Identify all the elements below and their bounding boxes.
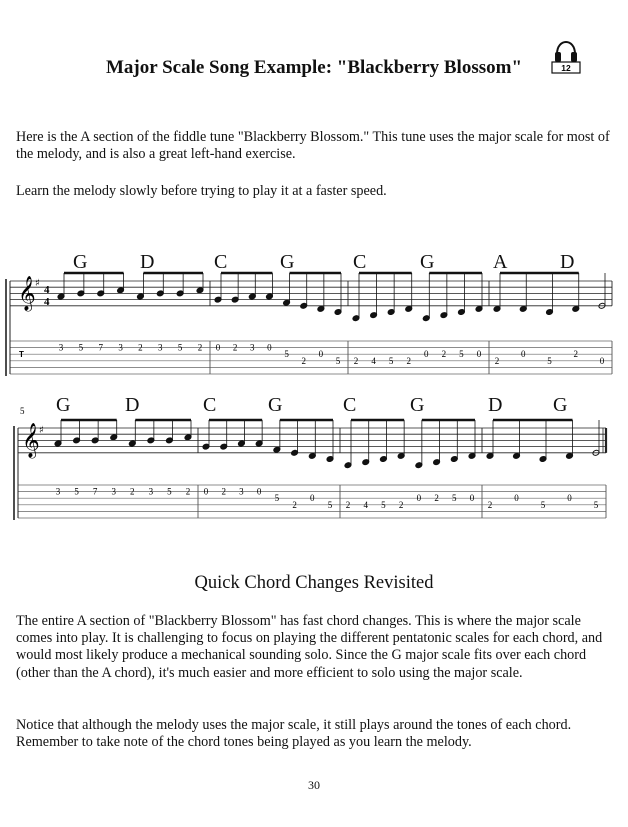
tab-number: 3 (158, 342, 163, 353)
tab-number: 2 (185, 486, 191, 497)
page-number: 30 (308, 778, 320, 792)
tab-number: 4 (363, 499, 368, 510)
tab-number: 5 (381, 499, 386, 510)
tab-number: 2 (398, 499, 404, 510)
tab-number: 3 (250, 342, 255, 353)
tab-number: 4 (371, 355, 376, 366)
tab-number: 0 (318, 349, 324, 360)
tab-number: 5 (177, 342, 183, 353)
tab-number: 2 (130, 486, 135, 497)
tab-number: 5 (452, 493, 457, 504)
tab-number: 2 (487, 499, 493, 510)
tab-number: 5 (74, 486, 79, 497)
chord-symbol: G (268, 394, 283, 416)
tab-number: 7 (92, 486, 98, 497)
chord-symbol: G (420, 251, 435, 273)
tab-number: 3 (55, 486, 61, 497)
chord-symbol: C (203, 394, 217, 416)
tab-number: 0 (567, 493, 572, 504)
tab-number: 7 (98, 342, 103, 353)
intro-paragraph-2: Learn the melody slowly before trying to play it at a faster speed. (16, 183, 387, 199)
body-paragraph-2: Notice that although the melody uses the major scale, it still plays around the tones of each chord. Remember to take note of the chord tones being played as you learn the melody. (16, 717, 572, 751)
chord-symbol: D (488, 394, 503, 416)
tab-label: T (19, 350, 24, 359)
tab-number: 0 (267, 342, 272, 353)
tab-number: 5 (274, 493, 280, 504)
tab-number: 0 (599, 355, 605, 366)
tab-number: 0 (476, 349, 482, 360)
chord-symbol: C (343, 394, 357, 416)
track-number: 12 (561, 63, 571, 73)
tab-number: 0 (256, 486, 262, 497)
chord-symbol: G (56, 394, 71, 416)
tab-number: 0 (215, 342, 221, 353)
tab-number: 0 (416, 493, 422, 504)
tab-number: 2 (345, 499, 351, 510)
tab-number: 2 (292, 499, 297, 510)
tab-number: 5 (547, 355, 552, 366)
tab-number: 5 (540, 499, 546, 510)
chord-symbol: G (410, 394, 425, 416)
chord-symbol: A (493, 251, 508, 273)
page-title: Major Scale Song Example: "Blackberry Blossom" (105, 57, 523, 78)
tab-number: 5 (335, 355, 341, 366)
sharp-sign: ♯ (35, 278, 40, 289)
tab-number: 2 (353, 355, 359, 366)
tab-number: 2 (573, 349, 578, 360)
sharp-sign: ♯ (39, 425, 44, 436)
tab-number: 0 (521, 349, 526, 360)
body-paragraph-1: The entire A section of "Blackberry Blossom" has fast chord changes. This is where the major scale comes into play. It is challenging to focus on playing the different pentatonic scales for each chord, and would most likely produce a mechanical sounding solo. Since the G major scale fits over each chord (other than the A chord), it's much easier and more efficient to solo using the major scale. (16, 613, 603, 681)
chord-symbol: C (353, 251, 367, 273)
tab-number: 2 (494, 355, 500, 366)
tab-number: 2 (434, 493, 439, 504)
treble-clef-icon: 𝄞 (22, 423, 40, 458)
chord-symbol: G (73, 251, 88, 273)
tab-number: 5 (78, 342, 84, 353)
tab-number: 5 (388, 355, 394, 366)
measure-number: 5 (20, 406, 25, 416)
chord-symbol: D (560, 251, 575, 273)
tab-number: 0 (469, 493, 475, 504)
chord-symbol: D (125, 394, 140, 416)
intro-paragraph-1: Here is the A section of the fiddle tune "Blackberry Blossom." This tune uses the major scale for most of the melody, and is also a great left-hand exercise. (16, 129, 610, 163)
tab-number: 3 (111, 486, 116, 497)
tab-number: 2 (441, 349, 447, 360)
treble-clef-icon: 𝄞 (18, 276, 36, 311)
tab-number: 0 (424, 349, 429, 360)
tab-number: 2 (232, 342, 238, 353)
tab-number: 0 (514, 493, 519, 504)
tab-number: 0 (310, 493, 315, 504)
tab-number: 2 (406, 355, 411, 366)
tab-number: 0 (203, 486, 209, 497)
tab-number: 2 (301, 355, 306, 366)
tab-number: 5 (284, 349, 289, 360)
tab-number: 5 (327, 499, 333, 510)
time-signature: 4 (44, 284, 50, 296)
chord-symbol: D (140, 251, 155, 273)
tab-number: 3 (118, 342, 123, 353)
time-signature: 4 (44, 296, 50, 308)
chord-symbol: G (553, 394, 568, 416)
tab-number: 5 (593, 499, 599, 510)
tab-number: 5 (459, 349, 464, 360)
tab-number: 5 (167, 486, 172, 497)
tab-number: 2 (221, 486, 226, 497)
chord-symbol: G (280, 251, 295, 273)
tab-number: 3 (239, 486, 244, 497)
tab-number: 2 (197, 342, 203, 353)
tab-number: 3 (148, 486, 154, 497)
tab-number: 2 (138, 342, 143, 353)
chord-symbol: C (214, 251, 228, 273)
tab-number: 3 (58, 342, 64, 353)
section-title: Quick Chord Changes Revisited (194, 573, 434, 593)
